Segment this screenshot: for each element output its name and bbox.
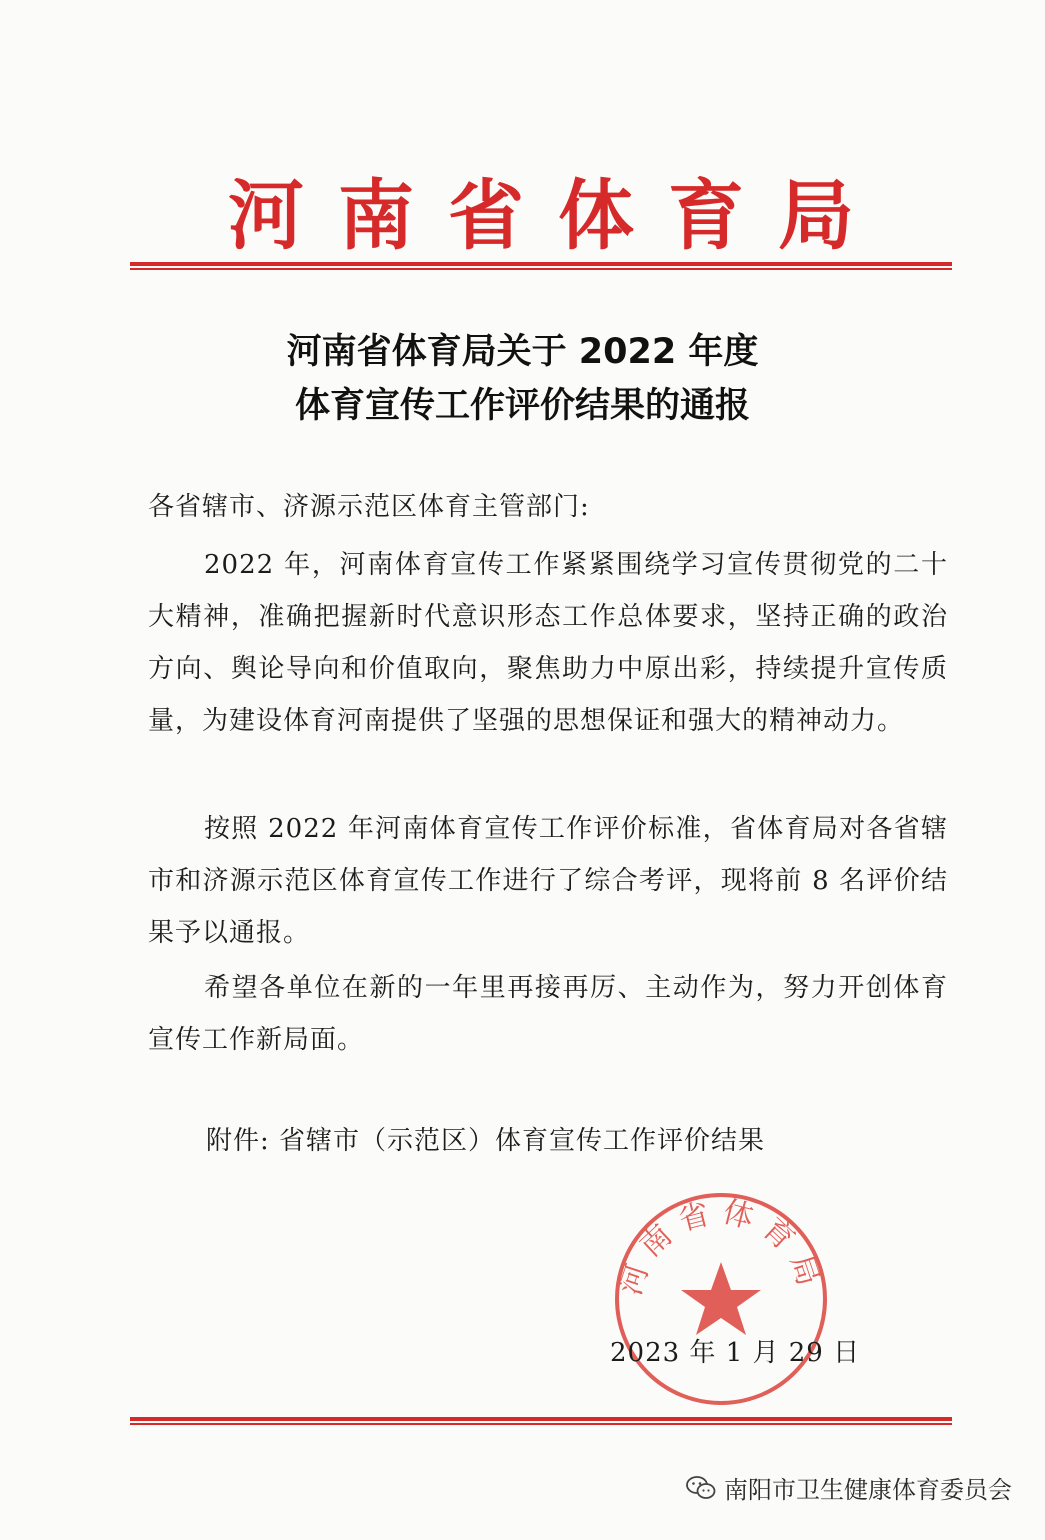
- seal-star-icon: [681, 1262, 761, 1335]
- body-paragraph-2: 按照 2022 年河南体育宣传工作评价标准，省体育局对各省辖市和济源示范区体育宣传工作进行了综合考评，现将前 8 名评价结果予以通报。: [148, 814, 948, 948]
- wechat-icon: [686, 1475, 716, 1501]
- document-title-line-1: 河南省体育局关于 2022 年度: [286, 332, 759, 372]
- salutation: 各省辖市、济源示范区体育主管部门:: [148, 492, 590, 522]
- body-paragraph-1: 2022 年，河南体育宣传工作紧紧围绕学习宣传贯彻党的二十大精神，准确把握新时代意识形态工作总体要求，坚持正确的政治方向、舆论导向和价值取向，聚焦助力中原出彩，持续提升宣传质量，为建设体育河南提供了坚强的思想保证和强大的精神动力。: [148, 550, 948, 736]
- letterhead-red-rule: [130, 262, 952, 272]
- watermark: [686, 1470, 1012, 1505]
- issue-date: 2023 年 1 月 29 日: [610, 1338, 861, 1368]
- body-paragraph-3: 希望各单位在新的一年里再接再厉、主动作为，努力开创体育宣传工作新局面。: [148, 973, 948, 1055]
- footer-red-rule: [130, 1417, 952, 1427]
- letterhead-title: 河南省体育局: [228, 171, 888, 260]
- seal-text: 河南省体育局: [613, 1194, 829, 1300]
- attachment-line: 附件: 省辖市（示范区）体育宣传工作评价结果: [206, 1126, 766, 1156]
- watermark-text: 南阳市卫生健康体育委员会: [724, 1476, 1012, 1504]
- document-title-line-2: 体育宣传工作评价结果的通报: [294, 386, 750, 426]
